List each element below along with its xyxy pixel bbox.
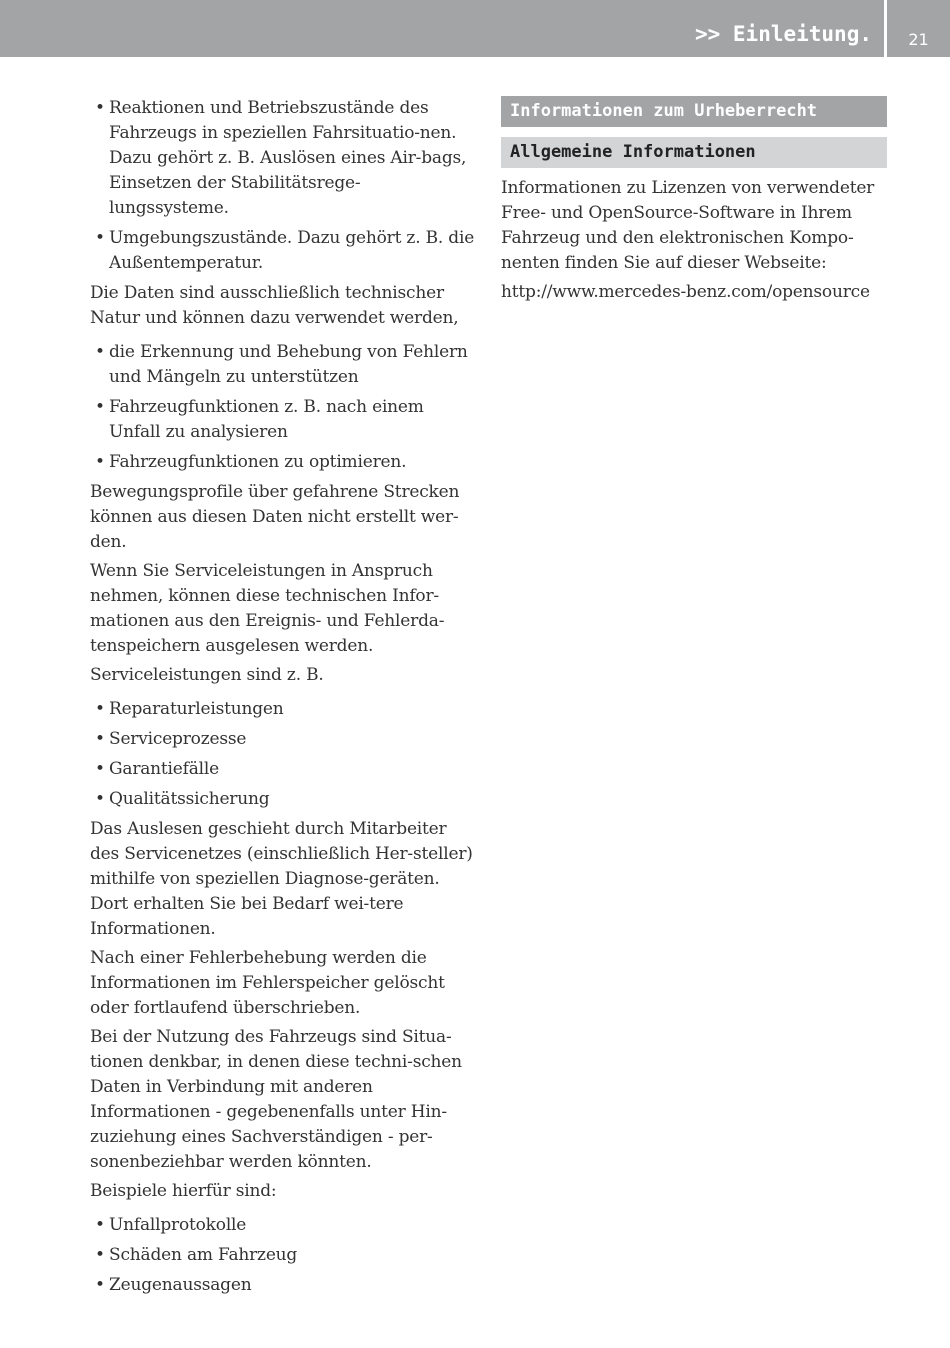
bullet-list-vehicle-states	[90, 96, 478, 276]
opensource-url[interactable]: http://www.mercedes-benz.com/opensource	[501, 282, 870, 302]
paragraph: Informationen zu Lizenzen von verwendeter Free- und OpenSource-Software in Ihrem Fahrzeug und den elektronischen Kompo-nenten finden Sie auf dieser Webseite:	[501, 178, 875, 273]
paragraph: Wenn Sie Serviceleistungen in Anspruch nehmen, können diese technischen Infor-mationen aus den Ereignis- und Fehlerda-tenspeichern ausgelesen werden.	[90, 561, 445, 656]
list-item: • Fahrzeugfunktionen z. B. nach einem Unfall zu analysieren	[90, 395, 478, 445]
list-item: • Reparaturleistungen	[90, 697, 478, 722]
page-number: 21	[908, 30, 929, 49]
paragraph: Bei der Nutzung des Fahrzeugs sind Situa-tionen denkbar, in denen diese techni-schen Daten in Verbindung mit anderen Informationen - gegebenenfalls unter Hin-zuziehung eines Sachverständigen - per-sonenbeziehbar werden könnten.	[90, 1027, 462, 1172]
chapter-title: >> Einleitung.	[694, 22, 872, 46]
list-item: • Serviceprozesse	[90, 727, 478, 752]
bullet-list-data-usage	[90, 340, 478, 475]
bullet-list-examples	[90, 1213, 478, 1298]
paragraph: Das Auslesen geschieht durch Mitarbeiter des Servicenetzes (einschließlich Her-steller) mithilfe von speziellen Diagnose-geräten. Dort erhalten Sie bei Bedarf wei-tere Informationen.	[90, 819, 473, 939]
paragraph: Beispiele hierfür sind:	[90, 1181, 277, 1201]
paragraph: Serviceleistungen sind z. B.	[90, 665, 324, 685]
list-item: • Qualitätssicherung	[90, 787, 478, 812]
right-column	[501, 96, 887, 309]
subsection-heading-general: Allgemeine Informationen	[501, 137, 887, 168]
list-item: • Umgebungszustände. Dazu gehört z. B. die Außentemperatur.	[90, 226, 478, 276]
list-item: • Unfallprotokolle	[90, 1213, 478, 1238]
bullet-list-services	[90, 697, 478, 812]
left-column	[90, 96, 478, 1303]
list-item: • die Erkennung und Behebung von Fehlern und Mängeln zu unterstützen	[90, 340, 478, 390]
list-item: • Zeugenaussagen	[90, 1273, 478, 1298]
list-item: • Fahrzeugfunktionen zu optimieren.	[90, 450, 478, 475]
list-item: • Schäden am Fahrzeug	[90, 1243, 478, 1268]
header-bar	[0, 0, 950, 57]
list-item: • Garantiefälle	[90, 757, 478, 782]
paragraph: Bewegungsprofile über gefahrene Strecken können aus diesen Daten nicht erstellt wer-den.	[90, 482, 460, 552]
paragraph: Nach einer Fehlerbehebung werden die Informationen im Fehlerspeicher gelöscht oder fortlaufend überschrieben.	[90, 948, 445, 1018]
paragraph: Die Daten sind ausschließlich technischer Natur und können dazu verwendet werden,	[90, 283, 459, 328]
list-item: • Reaktionen und Betriebszustände des Fahrzeugs in speziellen Fahrsituatio-nen. Dazu gehört z. B. Auslösen eines Air-bags, Einsetzen der Stabilitätsrege-lungssysteme.	[90, 96, 478, 221]
section-heading-copyright: Informationen zum Urheberrecht	[501, 96, 887, 127]
